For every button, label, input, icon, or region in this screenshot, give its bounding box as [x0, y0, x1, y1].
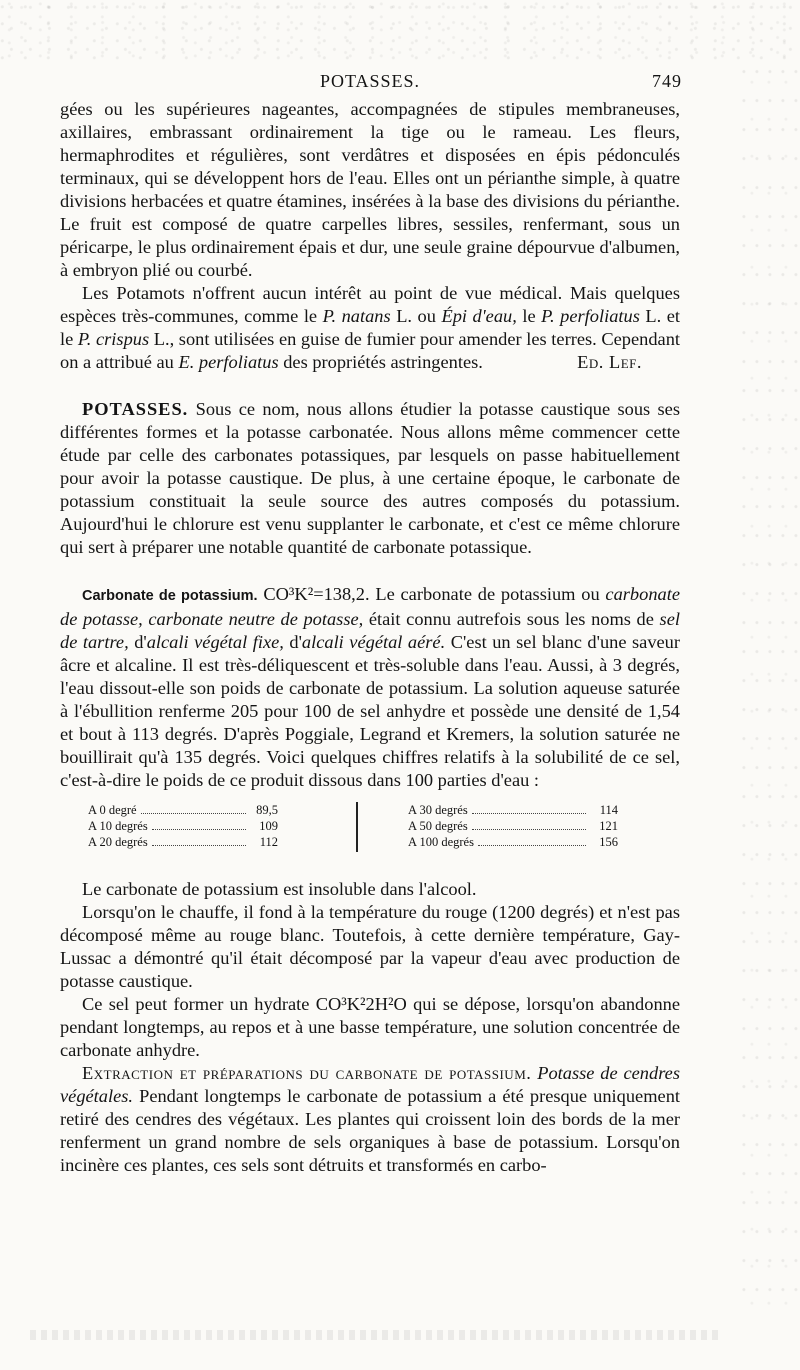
section-heading-extraction: Extraction et préparations du carbonate de potassium. — [82, 1063, 532, 1083]
scan-noise-right — [740, 60, 800, 1310]
paragraph-potamots-description: gées ou les supérieures nageantes, accompagnées de stipules membraneuses, axillaires, embrassant ordinairement la tige ou le rameau. Les fleurs, hermaphrodites et régulières, sont verdâtres et disposées en épis pédonculés terminaux, qui se développent hors de l'eau. Elles ont un périanthe simple, à quatre divisions herbacées et quatre étamines, insérées à la base des divisions du périanthe. Le fruit est composé de quatre carpelles libres, sessiles, renfermant, sous un péricarpe, le plus ordinairement épais et dur, une seule graine dépourvue d'albumen, à embryon plié ou courbé. — [60, 99, 680, 280]
text-run: d' — [283, 632, 302, 652]
section-heading-carbonate: Carbonate de potassium. — [82, 588, 258, 604]
italic-run: P. crispus — [77, 329, 150, 349]
table-cell-value: 109 — [259, 819, 278, 833]
solubility-table-left-column — [88, 802, 278, 850]
italic-run: carbonate de potasse, carbonate neutre de potasse, — [60, 584, 680, 629]
italic-run: E. perfoliatus — [178, 352, 279, 372]
table-cell-label: A 50 degrés — [408, 819, 468, 833]
paragraph-potasses — [60, 398, 680, 559]
dot-leader — [472, 818, 586, 830]
paragraph-hydrate: Ce sel peut former un hydrate CO³K²2H²O qui se dépose, lorsqu'on abandonne pendant longtemps, au repos et à une basse température, une solution concentrée de carbonate anhydre. — [60, 994, 680, 1060]
table-row — [408, 818, 618, 834]
italic-run: P. perfoliatus — [541, 306, 640, 326]
solubility-table — [88, 802, 648, 866]
paragraph-extraction — [60, 1062, 680, 1177]
section-gap — [60, 559, 680, 583]
table-cell-value: 121 — [599, 819, 618, 833]
italic-run: alcali végétal aéré. — [301, 632, 446, 652]
italic-run: Épi d'eau, — [441, 306, 517, 326]
table-cell-label: A 30 degrés — [408, 803, 468, 817]
running-title: POTASSES. — [319, 71, 421, 91]
text-run: des propriétés astringentes. — [278, 352, 483, 372]
table-cell-value: 89,5 — [256, 803, 278, 817]
text-run: C'est un sel blanc d'une saveur âcre et alcaline. Il est très-déliquescent et très-soluble dans l'eau. Aussi, à 3 degrés, l'eau dissout-elle son poids de carbonate de potassium. La solution aqueuse saturée à l'ébullition renferme 205 pour 100 de sel anhydre et possède une densité de 1,54 et bout à 113 degrés. D'après Poggiale, Legrand et Kremers, la solution saturée ne bouillirait qu'à 135 degrés. Voici quelques chiffres relatifs à la solubilité de ce sel, c'est-à-dire le poids de ce produit dissous dans 100 parties d'eau : — [60, 632, 681, 790]
table-cell-label: A 0 degré — [88, 803, 137, 817]
section-heading-potasses: POTASSES. — [82, 399, 189, 419]
table-cell-value: 156 — [599, 835, 618, 849]
text-run: Le carbonate de potassium ou — [369, 584, 606, 604]
table-cell-label: A 100 degrés — [408, 835, 474, 849]
paragraph-chauffe: Lorsqu'on le chauffe, il fond à la température du rouge (1200 degrés) et n'est pas décomposé même au rouge blanc. Toutefois, à cette dernière température, Gay-Lussac a démontré qu'il était décomposé par la vapeur d'eau avec production de potasse caustique. — [60, 902, 680, 991]
dot-leader — [472, 802, 586, 814]
table-row — [408, 834, 618, 850]
text-run: Les Potamots n'offrent aucun intérêt au point de vue médical. Mais quelques espèces très-communes, comme le — [60, 283, 680, 326]
dot-leader — [141, 802, 246, 814]
table-cell-label: A 10 degrés — [88, 819, 148, 833]
page-body — [60, 70, 680, 1177]
page-number: 749 — [652, 71, 682, 91]
italic-run: P. natans — [322, 306, 391, 326]
text-run: L. ou — [390, 306, 442, 326]
table-row — [88, 834, 278, 850]
text-run: Sous ce nom, nous allons étudier la potasse caustique sous ses différentes formes et la potasse carbonatée. Nous allons même commencer cette étude par celle des carbonates potassiques, par lesquels on passe habituellement pour avoir la potasse caustique. De plus, à une certaine époque, le carbonate de potassium constituait la seule source des autres composés du potassium. Aujourd'hui le chlorure est venu supplanter le carbonate, et c'est ce même chlorure qui sert à préparer une notable quantité de carbonate potassique. — [60, 399, 680, 557]
text-run: Pendant longtemps le carbonate de potassium a été presque uniquement retiré des cendres des végétaux. Les plantes qui croissent loin des bords de la mer renferment un grand nombre de sels organiques à base de potassium. Lorsqu'on incinère ces plantes, ces sels sont détruits et transformés en carbo- — [60, 1086, 680, 1175]
italic-run: Potasse de cendres végétales. — [60, 1063, 680, 1106]
paragraph-insoluble: Le carbonate de potassium est insoluble dans l'alcool. — [82, 879, 477, 899]
italic-run: alcali végétal fixe, — [146, 632, 284, 652]
table-cell-value: 114 — [599, 803, 618, 817]
scan-noise-bottom — [30, 1330, 720, 1340]
running-header — [60, 70, 680, 98]
dot-leader — [152, 818, 246, 830]
author-signature: Ed. Lef. — [577, 352, 642, 372]
italic-run: sel de tartre, — [60, 609, 680, 652]
paragraph-carbonate — [60, 583, 680, 792]
section-gap — [60, 374, 680, 398]
text-run: L., sont utilisées en guise de fumier pour amender les terres. Cependant on a attribué au — [60, 329, 680, 372]
table-cell-value: 112 — [259, 835, 278, 849]
dot-leader — [152, 834, 246, 846]
table-row — [88, 818, 278, 834]
solubility-table-right-column — [408, 802, 618, 850]
dot-leader — [478, 834, 586, 846]
table-divider — [356, 802, 358, 852]
text-run: le — [516, 306, 542, 326]
table-cell-label: A 20 degrés — [88, 835, 148, 849]
chemical-formula: CO³K²=138,2. — [257, 584, 370, 604]
text-run: L. et le — [60, 306, 681, 349]
text-run: d' — [128, 632, 147, 652]
scan-noise-top — [0, 0, 800, 60]
table-row — [88, 802, 278, 818]
text-run: était connu autrefois sous les noms de — [363, 609, 660, 629]
table-row — [408, 802, 618, 818]
